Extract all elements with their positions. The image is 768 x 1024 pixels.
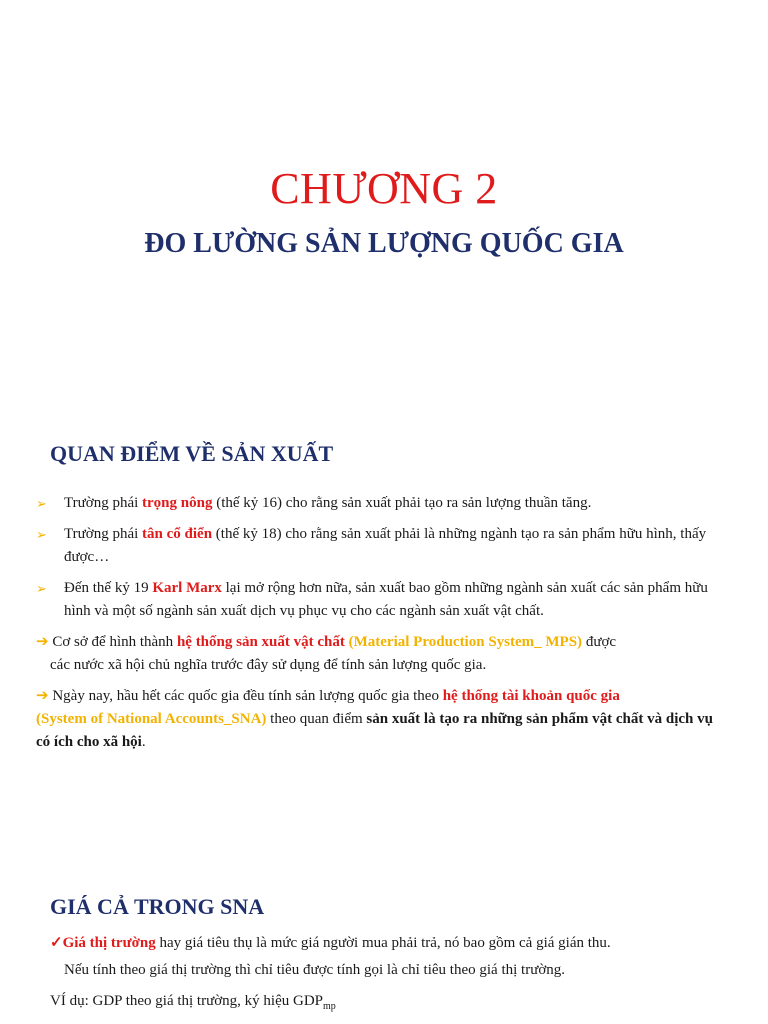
bullet-item bbox=[36, 523, 726, 569]
text-run: (thế kỷ 18) cho rằng sản xuất phải là những ngành tạo ra sản phẩm hữu hình, thấy được… bbox=[64, 526, 707, 565]
highlight-term: Karl Marx bbox=[152, 580, 222, 596]
conclusion-item bbox=[36, 631, 726, 677]
conclusion-item bbox=[36, 685, 726, 754]
text-run: Cơ sở để hình thành bbox=[48, 634, 177, 650]
paragraph-line: Nếu tính theo giá thị trường thì chỉ tiêu được tính gọi là chỉ tiêu theo giá thị trường. bbox=[64, 962, 566, 978]
highlight-term: hệ thống sản xuất vật chất bbox=[176, 634, 345, 650]
bullet-text bbox=[64, 492, 726, 515]
highlight-term: hệ thống tài khoản quốc gia bbox=[442, 688, 620, 704]
text-run: lại mở rộng hơn nữa, sản xuất bao gồm những ngành sản xuất các sản phẩm hữu hình và một số ngành sản xuất dịch vụ phục vụ cho các ngành sản xuất vật chất. bbox=[64, 580, 708, 619]
chapter-subtitle: ĐO LƯỜNG SẢN LƯỢNG QUỐC GIA bbox=[144, 228, 624, 259]
highlight-term: (System of National Accounts_SNA) bbox=[36, 711, 267, 727]
text-run: theo quan điểm bbox=[266, 711, 367, 727]
highlight-term: Giá thị trường bbox=[62, 935, 156, 951]
chapter-title: CHƯƠNG 2 bbox=[270, 164, 498, 213]
text-run: Đến thế kỷ 19 bbox=[64, 580, 153, 596]
right-arrow-icon: ➔ bbox=[36, 688, 49, 704]
text-run: Trường phái bbox=[64, 526, 143, 542]
bullet-text bbox=[64, 577, 726, 623]
bullet-arrow-icon: ➢ bbox=[36, 527, 47, 542]
checkmark-icon: ✓ bbox=[50, 935, 63, 951]
highlight-term: (Material Production System_ MPS) bbox=[344, 634, 583, 650]
text-run: . bbox=[141, 734, 146, 750]
text-run: các nước xã hội chủ nghĩa trước đây sử dụng để tính sản lượng quốc gia. bbox=[50, 657, 487, 673]
text-run: (thế kỷ 16) cho rằng sản xuất phải tạo ra sản lượng thuần tăng. bbox=[212, 495, 592, 511]
text-run: VÍ dụ: GDP theo giá thị trường, ký hiệu GDP bbox=[50, 993, 323, 1009]
text-run: Ngày nay, hầu hết các quốc gia đều tính sản lượng quốc gia theo bbox=[48, 688, 443, 704]
bullet-arrow-icon: ➢ bbox=[36, 496, 47, 511]
check-item bbox=[50, 929, 730, 957]
text-run: được bbox=[582, 634, 617, 650]
subscript: mp bbox=[323, 1001, 336, 1012]
bullet-item bbox=[36, 577, 726, 623]
bullet-arrow-icon: ➢ bbox=[36, 581, 47, 596]
section-title-production: QUAN ĐIỂM VỀ SẢN XUẤT bbox=[50, 441, 334, 466]
text-run: hay giá tiêu thụ là mức giá người mua phải trả, nó bao gồm cả giá gián thu. bbox=[155, 935, 611, 951]
bullet-item bbox=[36, 492, 726, 515]
text-run: Trường phái bbox=[64, 495, 143, 511]
bullet-text bbox=[64, 523, 726, 569]
emphasis-text: sản xuất là tạo ra những sản phẩm vật chất và dịch vụ có ích cho xã hội bbox=[36, 711, 713, 750]
highlight-term: tân cổ điển bbox=[142, 526, 213, 542]
highlight-term: trọng nông bbox=[142, 495, 213, 511]
example-line bbox=[50, 990, 730, 1018]
right-arrow-icon: ➔ bbox=[36, 634, 49, 650]
section-title-prices: GIÁ CẢ TRONG SNA bbox=[50, 894, 265, 919]
